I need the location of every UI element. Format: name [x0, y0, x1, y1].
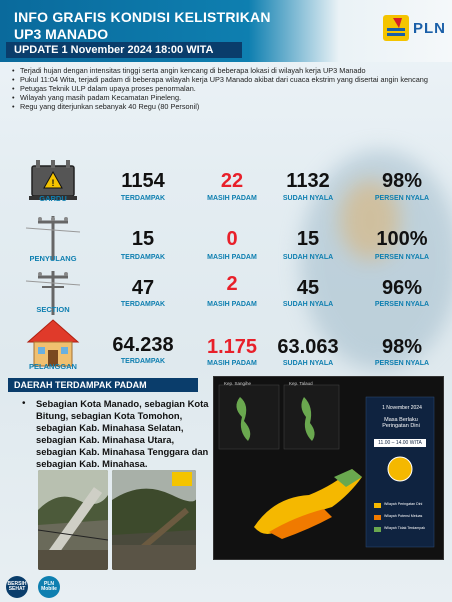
penyulang-off-value: 0	[226, 228, 238, 250]
affected-label: TERDAMPAK	[120, 254, 166, 261]
map-legend-warning: Wilayah Peringatan Dini	[384, 502, 423, 506]
affected-area-heading: DAERAH TERDAMPAK PADAM	[8, 378, 198, 392]
pelanggan-pct-value: 98%	[381, 336, 423, 358]
pelanggan-affected-value: 64.238	[112, 334, 174, 356]
section-off-value: 2	[226, 273, 238, 295]
stat-label-pelanggan: PELANGGAN	[29, 362, 77, 371]
list-item: • Wilayah yang masih padam Kecamatan Pineleng.	[12, 93, 442, 102]
section-affected-value: 47	[131, 277, 155, 299]
affected-label: TERDAMPAK	[120, 195, 166, 202]
off-label: MASIH PADAM	[207, 301, 257, 308]
list-item: • Regu yang diterjunkan sebanyak 40 Regu (80 Personil)	[12, 102, 442, 111]
map-inset-label-talaud: Kep. Talaud	[289, 381, 313, 386]
section-on-value: 45	[296, 277, 320, 299]
situation-list	[12, 66, 442, 111]
pct-label: PERSEN NYALA	[374, 301, 430, 308]
off-label: MASIH PADAM	[207, 254, 257, 261]
on-label: SUDAH NYALA	[282, 360, 334, 367]
on-label: SUDAH NYALA	[282, 254, 334, 261]
list-item: • Petugas Teknik ULP dalam upaya proses penormalan.	[12, 84, 442, 93]
map-time: 11.00 – 14.00 WITA	[378, 440, 422, 446]
gardu-pct-value: 98%	[381, 170, 423, 192]
off-label: MASIH PADAM	[207, 360, 257, 367]
map-inset-label-sangihe: Kep. Sangihe	[224, 381, 252, 386]
page-title-line2: UP3 MANADO	[14, 26, 109, 42]
pln-logo	[383, 15, 446, 41]
map-legend-none: Wilayah Tidak Terdampak	[384, 526, 426, 530]
gardu-on-value: 1132	[286, 170, 330, 192]
stat-label-gardu: GARDU	[39, 194, 67, 203]
on-label: SUDAH NYALA	[282, 301, 334, 308]
bullet-icon: •	[22, 398, 26, 409]
svg-text:!: !	[51, 178, 55, 188]
section-pole-icon	[24, 265, 82, 323]
stat-row-section	[0, 265, 452, 323]
map-warning-title: Masa Berlaku Peringatan Dini	[382, 417, 420, 429]
penyulang-affected-value: 15	[131, 228, 155, 250]
affected-label: TERDAMPAK	[120, 358, 166, 365]
list-item: • Terjadi hujan dengan intensitas tinggi serta angin kencang di beberapa lokasi di wilayah kerja UP3 Manado	[12, 66, 442, 75]
pln-logo-text: PLN	[413, 19, 446, 37]
off-label: MASIH PADAM	[207, 195, 257, 202]
photo-fallen-tree	[112, 470, 196, 570]
page-title-line1: INFO GRAFIS KONDISI KELISTRIKAN	[14, 9, 271, 25]
pln-logo-icon	[383, 15, 409, 41]
update-timestamp: UPDATE 1 November 2024 18:00 WITA	[6, 42, 242, 58]
pct-label: PERSEN NYALA	[374, 195, 430, 202]
pelanggan-off-value: 1.175	[206, 336, 258, 358]
pct-label: PERSEN NYALA	[374, 360, 430, 367]
penyulang-pct-value: 100%	[376, 228, 428, 250]
list-item: • Pukul 11:04 Wita, terjadi padam di beberapa wilayah kerja UP3 Manado akibat dari cuaca ekstrim yang disertai angin kencang	[12, 75, 442, 84]
gardu-affected-value: 1154	[121, 170, 165, 192]
stat-row-penyulang	[0, 210, 452, 268]
stat-row-gardu	[0, 150, 452, 208]
pelanggan-on-value: 63.063	[277, 336, 339, 358]
pct-label: PERSEN NYALA	[374, 254, 430, 261]
affected-area-text: Sebagian Kota Manado, sebagian Kota Bitung, sebagian Kota Tomohon, sebagian Kab. Minahasa Selatan, sebagian Kab. Minahasa Utara, sebagian Kab. Minahasa Tenggara dan sebagian Kab. Minahasa.	[36, 398, 209, 469]
footer-badges	[6, 576, 60, 598]
stat-label-section: SECTION	[36, 305, 70, 314]
warning-map	[213, 376, 444, 560]
footer-badge-2: PLN Mobile	[38, 576, 60, 598]
footer-badge-1: BERSIH SEHAT	[6, 576, 28, 598]
gardu-off-value: 22	[220, 170, 244, 192]
on-label: SUDAH NYALA	[282, 195, 334, 202]
penyulang-on-value: 15	[296, 228, 320, 250]
photo-fallen-pole	[38, 470, 108, 570]
section-pct-value: 96%	[381, 277, 423, 299]
affected-label: TERDAMPAK	[120, 301, 166, 308]
map-date: 1 November 2024	[382, 405, 422, 411]
stat-label-penyulang: PENYULANG	[29, 254, 77, 263]
map-legend-extend: Wilayah Potensi Meluas	[384, 514, 423, 518]
stat-row-pelanggan	[0, 316, 452, 374]
